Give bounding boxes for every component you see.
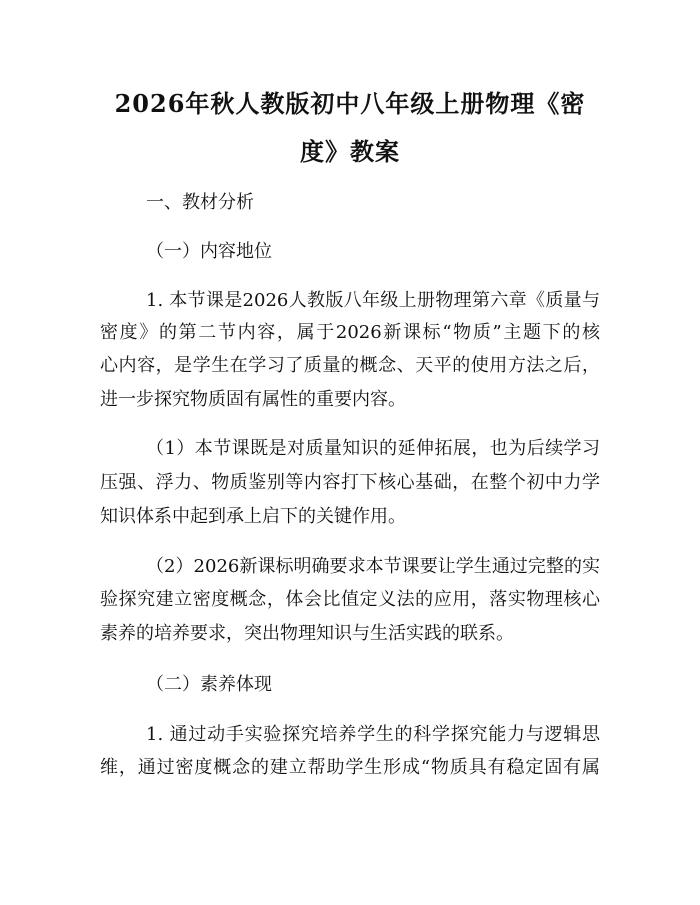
paragraph-2-line-3: 知识体系中起到承上启下的关键作用。	[100, 506, 406, 527]
paragraph-1-line-3: 心内容，是学生在学习了质量的概念、天平的使用方法之后，	[100, 355, 600, 376]
subsection-heading-content-position: （一）内容地位	[146, 241, 272, 262]
paragraph-4-line-1: 1. 通过动手实验探究培养学生的科学探究能力与逻辑思	[146, 724, 600, 745]
paragraph-4-line-2: 维，通过密度概念的建立帮助学生形成“物质具有稳定固有属	[100, 757, 600, 778]
paragraph-2-line-1: （1）本节课既是对质量知识的延伸拓展，也为后续学习	[146, 438, 600, 459]
document-title-line-2: 度》教案	[300, 137, 400, 166]
paragraph-1-line-1: 1. 本节课是2026人教版八年级上册物理第六章《质量与	[146, 290, 600, 311]
section-heading-textbook-analysis: 一、教材分析	[146, 192, 254, 213]
paragraph-1-line-2: 密度》的第二节内容，属于2026新课标“物质”主题下的核	[100, 322, 600, 343]
document-title-line-1: 2026年秋人教版初中八年级上册物理《密	[114, 89, 586, 118]
subsection-heading-literacy: （二）素养体现	[146, 674, 272, 695]
paragraph-1-line-4: 进一步探究物质固有属性的重要内容。	[100, 389, 406, 410]
paragraph-3-line-3: 素养的培养要求，突出物理知识与生活实践的联系。	[100, 623, 514, 644]
paragraph-3-line-2: 验探究建立密度概念，体会比值定义法的应用，落实物理核心	[100, 589, 600, 610]
paragraph-2-line-2: 压强、浮力、物质鉴别等内容打下核心基础，在整个初中力学	[100, 472, 600, 493]
paragraph-3-line-1: （2）2026新课标明确要求本节课要让学生通过完整的实	[146, 556, 600, 577]
